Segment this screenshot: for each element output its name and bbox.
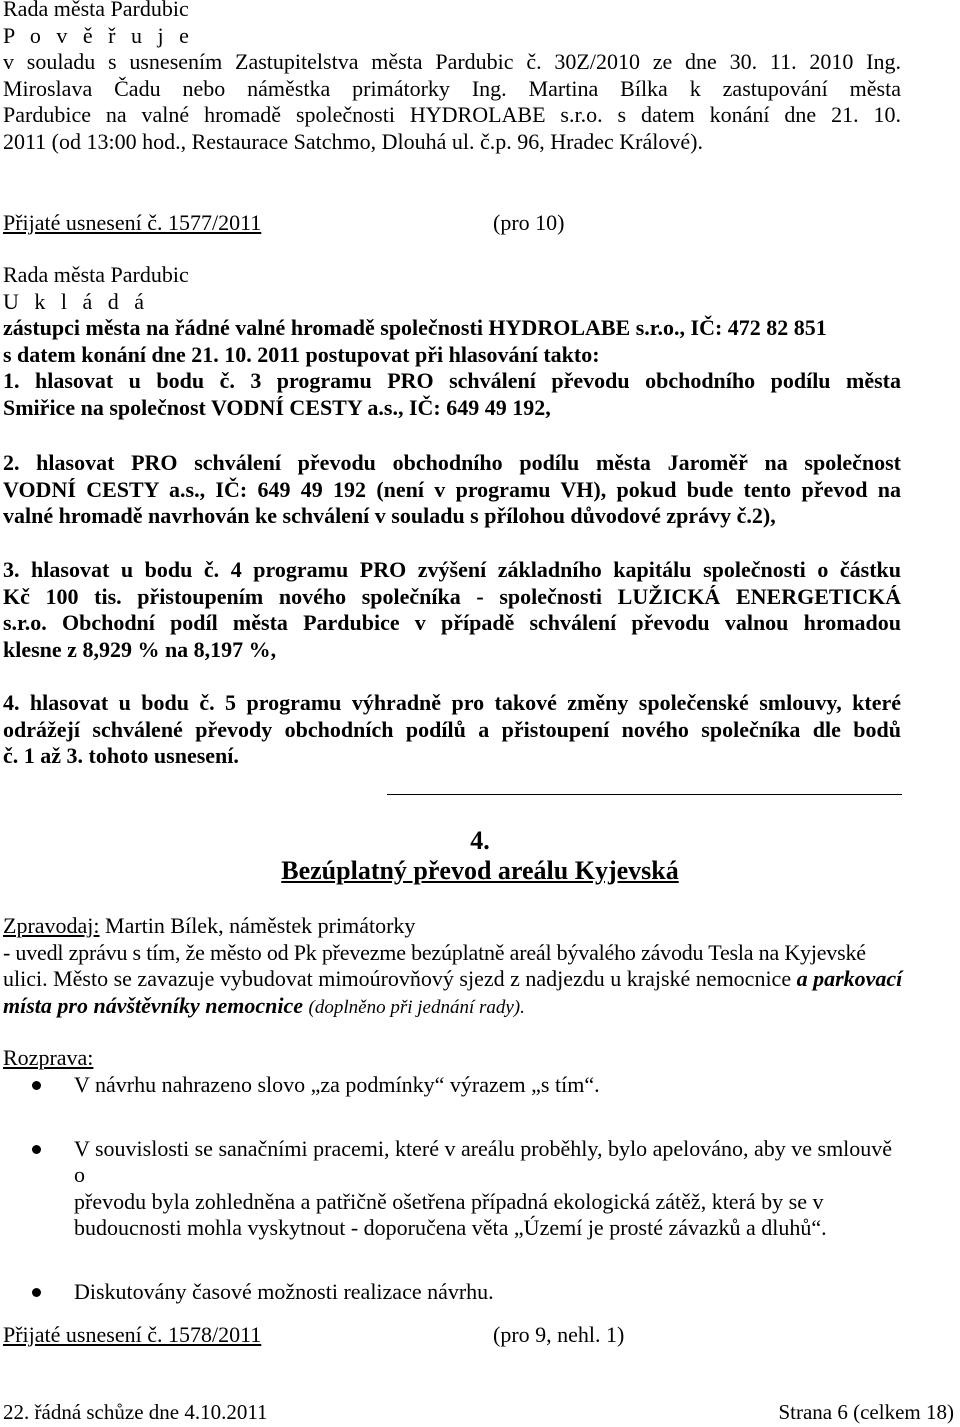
reporter-name: Martin Bílek, náměstek primátorky <box>105 913 416 938</box>
point-line: 1. hlasovat u bodu č. 3 programu PRO schválení převodu obchodního podílu města <box>3 368 901 393</box>
section-title: Bezúplatný převod areálu Kyjevská <box>281 856 679 885</box>
list-item-text: převodu byla zohledněna a patřičně ošetřena případná ekologická zátěž, která by se v <box>74 1188 824 1214</box>
resolution-label: Přijaté usnesení č. 1577/2011 <box>3 210 262 235</box>
description-text: ulici. Město se zavazuje vybudovat mimoúrovňový sjezd z nadjezdu u krajské nemocnice <box>3 966 792 991</box>
resolution-point-4 <box>3 690 901 770</box>
list-item-text: V návrhu nahrazeno slovo „za podmínky“ výrazem „s tím“. <box>74 1072 600 1097</box>
description-emphasis: místa pro návštěvníky nemocnice <box>3 992 304 1018</box>
bullet-icon <box>32 1288 41 1297</box>
header-text-line: 2011 (od 13:00 hod., Restaurace Satchmo, Dlouhá ul. č.p. 96, Hradec Králové). <box>3 128 703 154</box>
description-note: (doplněno při jednání rady). <box>308 996 525 1018</box>
intro-line: zástupci města na řádné valné hromadě společnosti HYDROLABE s.r.o., IČ: 472 82 851 <box>3 315 827 340</box>
header-text-line: Miroslava Čadu nebo náměstka primátorky Ing. Martina Bílka k zastupování města <box>3 75 901 101</box>
council-name: Rada města Pardubic <box>3 0 189 21</box>
section-4-body <box>3 913 955 1021</box>
section-number: 4. <box>470 826 490 855</box>
reporter-line <box>3 913 955 940</box>
discussion-label: Rozprava: <box>3 1045 94 1070</box>
resolution-1577 <box>3 210 901 237</box>
bullet-icon <box>32 1081 41 1090</box>
resolution-1577-body <box>3 262 901 421</box>
header-text-line: Pardubice na valné hromadě společnosti HYDROLABE s.r.o. s datem konání dne 21. 10. <box>3 102 901 127</box>
reporter-label: Zpravodaj: <box>3 913 100 938</box>
point-line: 4. hlasovat u bodu č. 5 programu výhradně pro takové změny společenské smlouvy, které <box>3 690 901 715</box>
resolution-label: Přijaté usnesení č. 1578/2011 <box>3 1322 262 1347</box>
description-emphasis: a parkovací <box>796 966 903 991</box>
verb-povéřuje: P o v ě ř u j e <box>3 22 194 48</box>
resolution-point-2 <box>3 450 901 530</box>
point-line: Kč 100 tis. přistoupením nového společníka - společnosti LUŽICKÁ ENERGETICKÁ <box>3 583 901 609</box>
intro-line: s datem konání dne 21. 10. 2011 postupovat při hlasování takto: <box>3 341 600 367</box>
resolution-point-3 <box>3 557 901 663</box>
description-line <box>3 993 955 1022</box>
point-line: s.r.o. Obchodní podíl města Pardubice v případě schválení převodu valnou hromadou <box>3 610 901 635</box>
point-line: valné hromadě navrhován ke schválení v souladu s přílohou důvodové zprávy č.2), <box>3 503 776 528</box>
description-line: - uvedl zprávu s tím, že město od Pk převezme bezúplatně areál bývalého závodu Tesla na Kyjevské <box>3 939 866 965</box>
point-line: 3. hlasovat u bodu č. 4 programu PRO zvýšení základního kapitálu společnosti o částku <box>3 557 901 582</box>
list-item <box>28 1072 908 1099</box>
list-item <box>28 1136 908 1242</box>
resolution-vote: (pro 9, nehl. 1) <box>493 1322 625 1347</box>
point-line: odrážejí schválené převody obchodních podílů a přistoupení nového společníka dle bodů <box>3 716 901 742</box>
list-item-text: V souvislosti se sanačními pracemi, které v areálu proběhly, bylo apelováno, aby ve smlouvě o <box>74 1135 893 1187</box>
list-item-text: Diskutovány časové možnosti realizace návrhu. <box>74 1278 494 1304</box>
discussion-heading <box>3 1045 901 1072</box>
resolution-heading <box>3 210 901 237</box>
description-line <box>3 966 955 993</box>
footer-meeting: 22. řádná schůze dne 4.10.2011 <box>3 1400 268 1424</box>
discussion-list <box>28 1072 908 1305</box>
council-name: Rada města Pardubic <box>3 262 189 287</box>
point-line: 2. hlasovat PRO schválení převodu obchodního podílu města Jaroměř na společnost <box>3 450 901 475</box>
point-line: klesne z 8,929 % na 8,197 %, <box>3 636 277 662</box>
resolution-heading <box>3 1322 901 1349</box>
point-line: VODNÍ CESTY a.s., IČ: 649 49 192 (není v programu VH), pokud bude tento převod na <box>3 476 901 502</box>
list-item <box>28 1279 908 1306</box>
section-divider <box>387 794 902 795</box>
footer-page-number: Strana 6 (celkem 18) <box>778 1400 954 1424</box>
resolution-1578 <box>3 1322 901 1349</box>
point-line: č. 1 až 3. tohoto usnesení. <box>3 743 239 768</box>
resolution-vote: (pro 10) <box>493 210 565 235</box>
header-text-line: v souladu s usnesením Zastupitelstva města Pardubic č. 30Z/2010 ze dne 30. 11. 2010 Ing. <box>3 49 901 74</box>
point-line: Smiřice na společnost VODNÍ CESTY a.s., IČ: 649 49 192, <box>3 394 551 420</box>
bullet-icon <box>32 1145 41 1154</box>
list-item-text: budoucnosti mohla vyskytnout - doporučena věta „Území je prosté závazků a dluhů“. <box>74 1215 827 1240</box>
verb-uklada: U k l á d á <box>3 288 150 314</box>
header-block <box>3 0 901 155</box>
